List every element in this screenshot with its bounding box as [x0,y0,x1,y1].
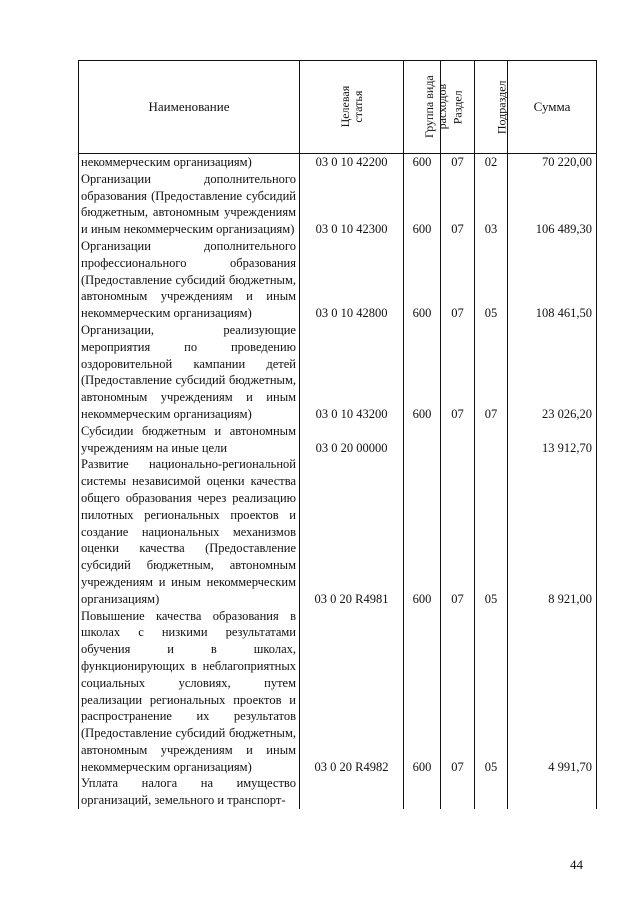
row-section: 07 [441,154,475,171]
table-row [79,154,597,171]
row-code: 03 0 10 42200 [300,154,404,171]
row-name: Организации дополнительного образования (Предоставление субсидий бюджетным, автономным учреждениям и иным некоммерческим организациям) [79,171,300,238]
row-subsection: 07 [475,322,508,423]
row-code: 03 0 10 42800 [300,238,404,322]
row-name: Уплата налога на имущество организаций, земельного и транспорт- [79,775,300,809]
table-header-row [79,61,597,154]
row-subsection [475,423,508,457]
row-name: Субсидии бюджетным и автономным учреждениям на иные цели [79,423,300,457]
row-section: 07 [441,238,475,322]
row-code: 03 0 20 R4981 [300,456,404,607]
table-row [79,171,597,238]
row-group: 600 [404,456,441,607]
row-section: 07 [441,608,475,776]
table-row [79,238,597,322]
budget-table [78,60,597,809]
row-subsection: 05 [475,238,508,322]
row-sum: 106 489,30 [508,171,597,238]
row-group: 600 [404,322,441,423]
table-row [79,608,597,776]
row-section: 07 [441,171,475,238]
table-row [79,322,597,423]
row-group: 600 [404,608,441,776]
row-group [404,423,441,457]
table-row [79,775,597,809]
row-sum: 8 921,00 [508,456,597,607]
row-name: Организации, реализующие мероприятия по проведению оздоровительной кампании детей (Предоставление субсидий бюджетным, автономным учреждениям и иным некоммерческим организациям) [79,322,300,423]
row-sum: 70 220,00 [508,154,597,171]
row-code: 03 0 20 R4982 [300,608,404,776]
row-sum: 23 026,20 [508,322,597,423]
row-code: 03 0 10 43200 [300,322,404,423]
row-subsection: 02 [475,154,508,171]
row-group [404,775,441,809]
row-name: Организации дополнительного профессионального образования (Предоставление субсидий бюджетным, автономным учреждениям и иным некоммерческим организациям) [79,238,300,322]
row-subsection: 03 [475,171,508,238]
header-sum: Сумма [508,61,597,154]
row-section [441,775,475,809]
header-group [404,61,449,154]
header-subsection-label: Подраздел [494,80,509,135]
row-code: 03 0 20 00000 [300,423,404,457]
header-subsection [475,61,508,154]
row-group: 600 [404,238,441,322]
header-section-label: Раздел [450,90,465,125]
row-group: 600 [404,154,441,171]
row-code [300,775,404,809]
table-row [79,456,597,607]
header-target-label: Целевая статья [337,85,365,128]
row-section [441,423,475,457]
header-name: Наименование [79,61,300,154]
page-number: 44 [570,857,583,872]
budget-table-container [78,60,596,809]
row-section: 07 [441,322,475,423]
row-subsection: 05 [475,456,508,607]
row-section: 07 [441,456,475,607]
row-sum: 108 461,50 [508,238,597,322]
row-code: 03 0 10 42300 [300,171,404,238]
row-group: 600 [404,171,441,238]
row-sum: 4 991,70 [508,608,597,776]
row-name: Развитие национально-региональной системы независимой оценки качества общего образования через реализацию пилотных региональных проектов и создание национальных механизмов оценки качества (Предоставление субсидий бюджетным, автономным учреждениям и иным некоммерческим организациям) [79,456,300,607]
header-target [300,61,404,154]
table-row [79,423,597,457]
row-name: Повышение качества образования в школах с низкими результатами обучения и в школах, функционирующих в неблагоприятных социальных условиях, путем реализации региональных проектов и распространение их результатов (Предоставление субсидий бюджетным, автономным учреждениям и иным некоммерческим организациям) [79,608,300,776]
row-name: некоммерческим организациям) [79,154,300,171]
row-subsection [475,775,508,809]
row-sum: 13 912,70 [508,423,597,457]
row-sum [508,775,597,809]
row-subsection: 05 [475,608,508,776]
header-group-label: Группа вида расходов [421,74,449,138]
